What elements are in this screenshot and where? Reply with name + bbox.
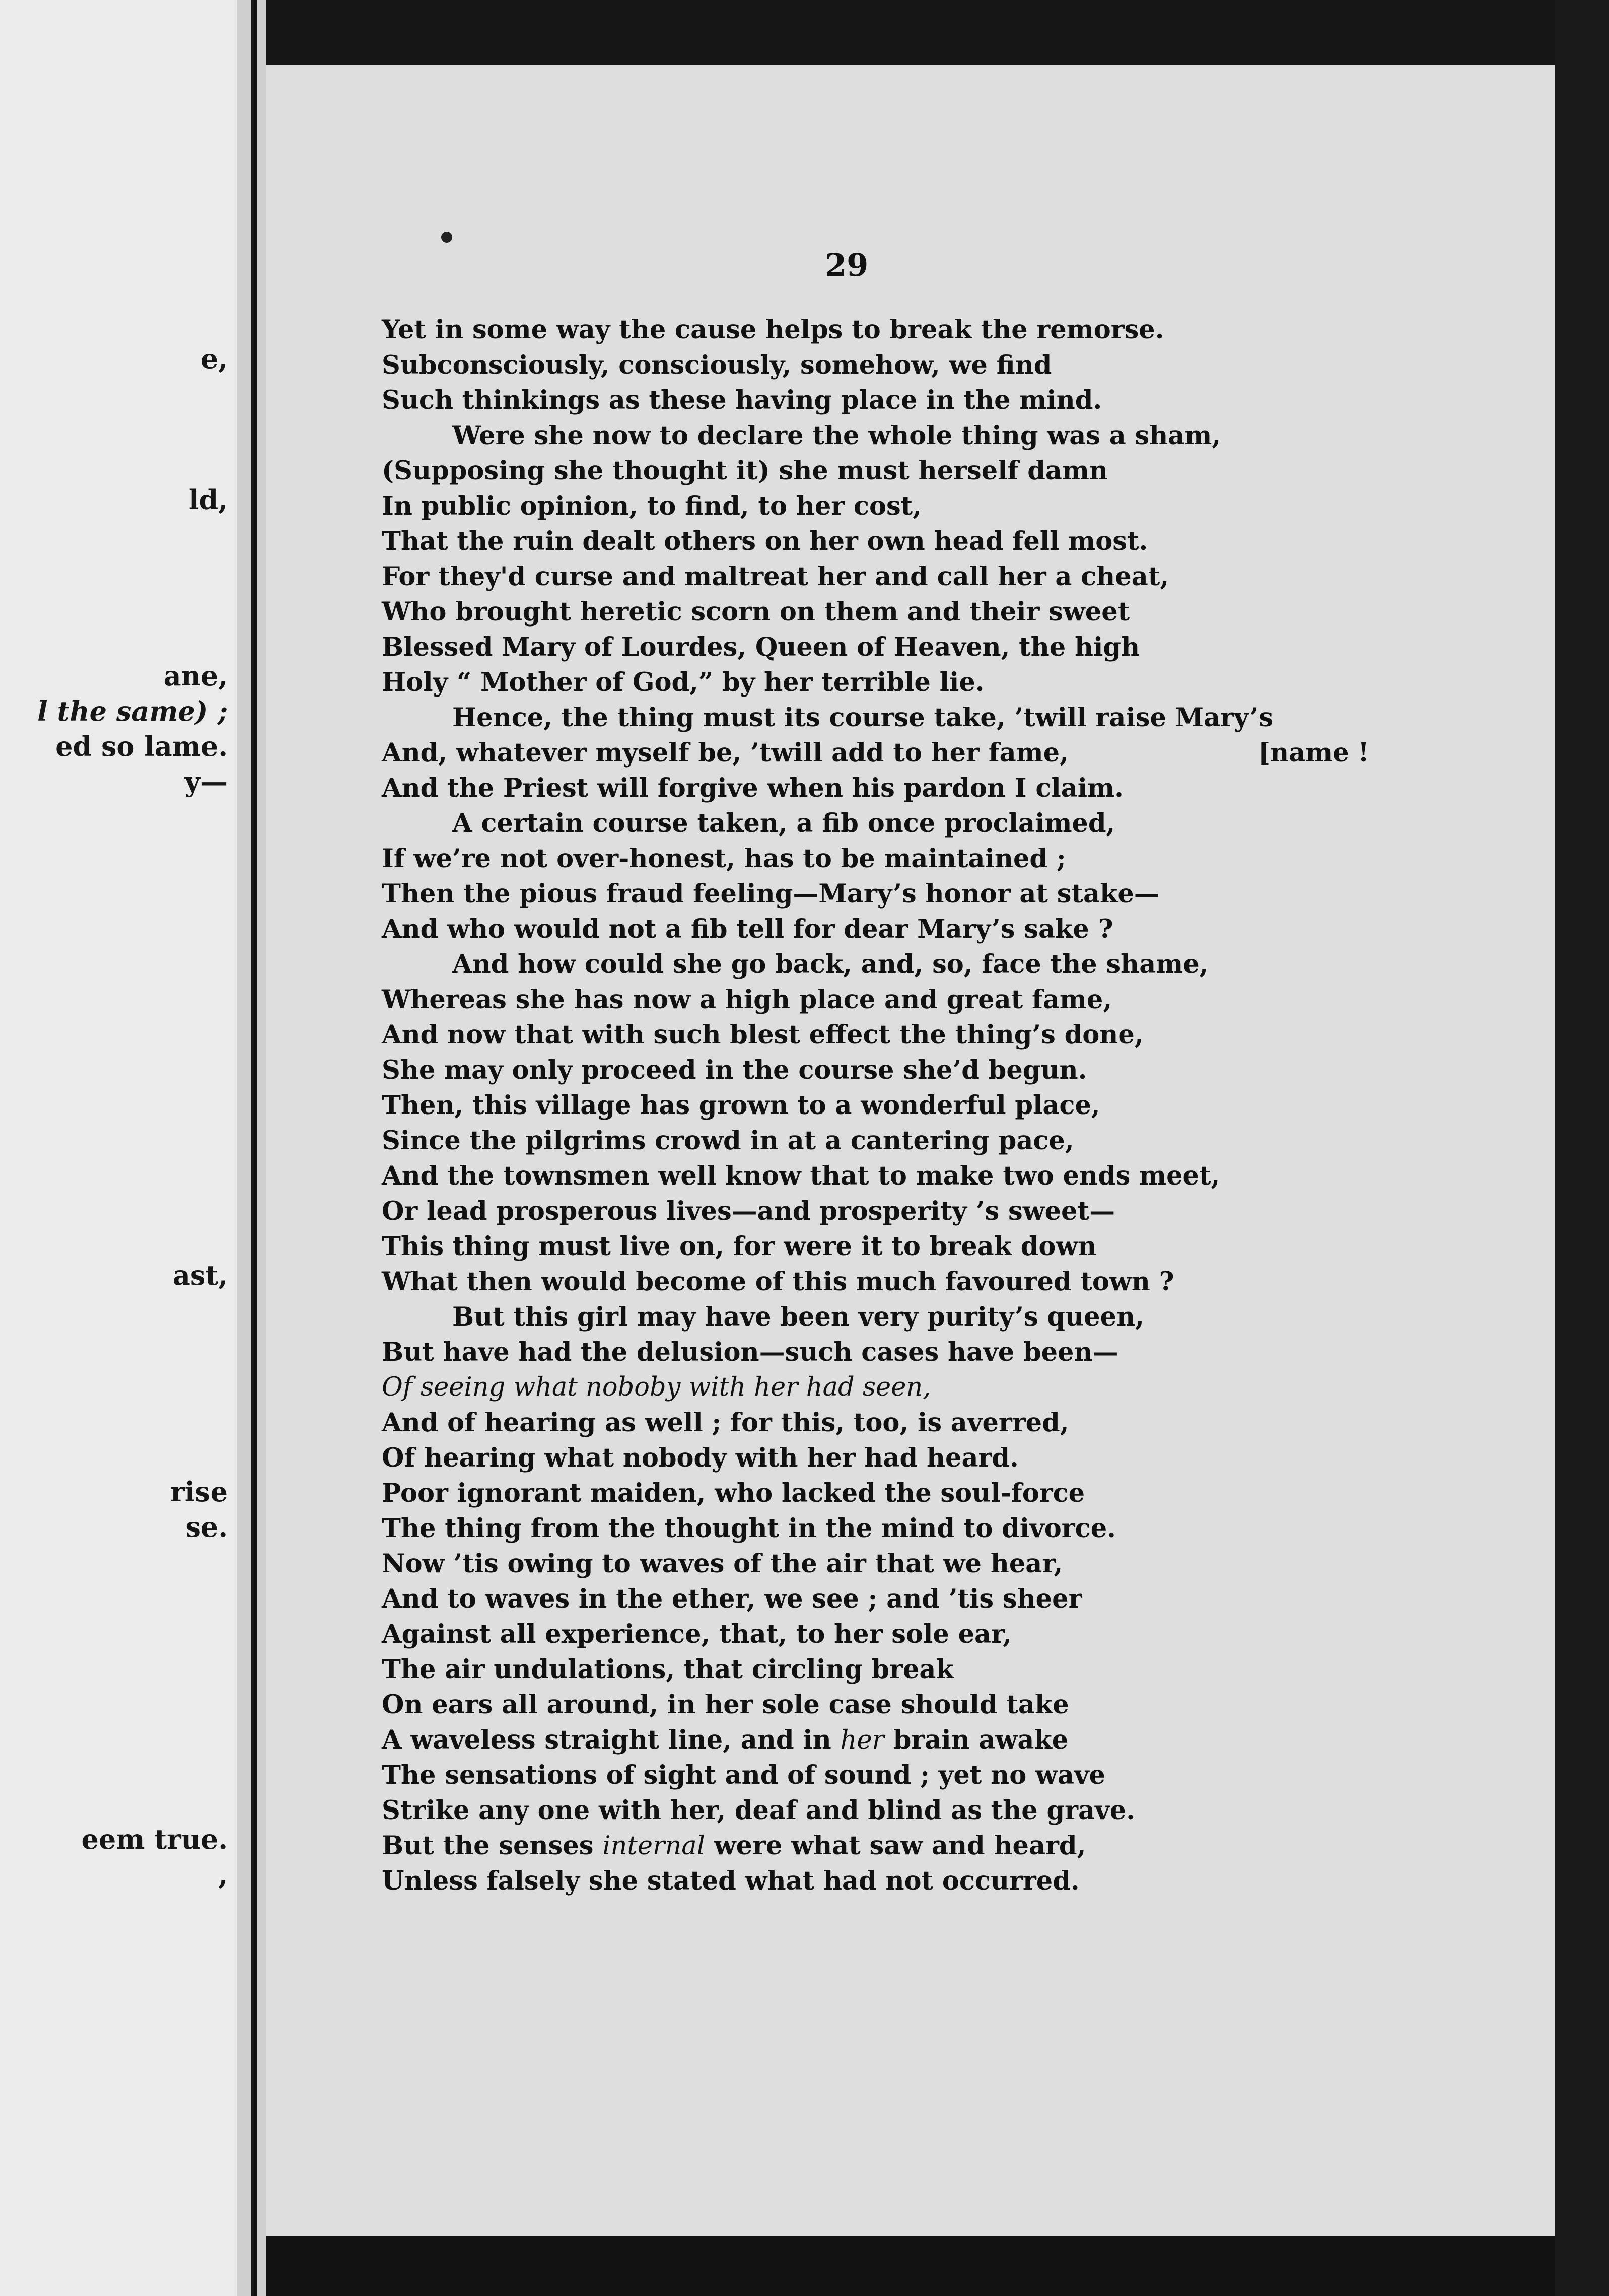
poem-line-text: Were she now to declare the whole thing was a sham, bbox=[452, 421, 1221, 451]
poem-line bbox=[382, 1440, 1555, 1476]
poem-line bbox=[382, 453, 1555, 489]
poem-body bbox=[382, 312, 1555, 1899]
poem-line-text: Of seeing what noboby with her had seen, bbox=[382, 1372, 931, 1402]
poem-line-text: If we’re not over-honest, has to be maintained ; bbox=[382, 844, 1066, 874]
poem-line-text: What then would become of this much favoured town ? bbox=[382, 1267, 1174, 1297]
poem-line-text: The sensations of sight and of sound ; yet no wave bbox=[382, 1760, 1105, 1790]
left-page-text-fragment: eem true. bbox=[81, 1823, 228, 1855]
main-page bbox=[266, 65, 1555, 2236]
left-page-text-fragment: y— bbox=[184, 766, 228, 798]
poem-line bbox=[382, 1194, 1555, 1229]
poem-line bbox=[382, 1229, 1555, 1264]
poem-line-carryover: [name ! bbox=[1258, 738, 1369, 768]
poem-line-text: Then the pious fraud feeling—Mary’s honor at stake— bbox=[382, 879, 1160, 909]
poem-line bbox=[382, 1123, 1555, 1158]
ink-speck bbox=[441, 232, 452, 243]
poem-line-text: Against all experience, that, to her sole ear, bbox=[382, 1619, 1012, 1649]
left-page-text-fragment: se. bbox=[185, 1511, 228, 1543]
left-page-text-fragment: e, bbox=[200, 342, 228, 375]
poem-line bbox=[382, 594, 1555, 630]
poem-line bbox=[382, 383, 1555, 418]
left-page-text-fragment: rise bbox=[170, 1476, 228, 1508]
poem-line bbox=[382, 735, 1555, 771]
poem-line-text: And who would not a fib tell for dear Mary’s sake ? bbox=[382, 914, 1113, 944]
poem-line-text: But have had the delusion—such cases have been— bbox=[382, 1337, 1118, 1367]
poem-line bbox=[382, 1828, 1555, 1863]
poem-line bbox=[382, 1299, 1555, 1335]
poem-line-text: A certain course taken, a fib once proclaimed, bbox=[452, 808, 1115, 839]
poem-line-text: Such thinkings as these having place in the mind. bbox=[382, 385, 1102, 415]
poem-line bbox=[382, 1863, 1555, 1899]
poem-line bbox=[382, 947, 1555, 982]
poem-line bbox=[382, 841, 1555, 876]
poem-line-text: Whereas she has now a high place and great fame, bbox=[382, 985, 1112, 1015]
poem-line-text: Then, this village has grown to a wonderful place, bbox=[382, 1090, 1100, 1121]
left-page-text-fragment: ld, bbox=[188, 483, 228, 516]
poem-line bbox=[382, 665, 1555, 700]
scan-top-border bbox=[266, 0, 1555, 65]
poem-line bbox=[382, 418, 1555, 453]
poem-line-text: Unless falsely she stated what had not occurred. bbox=[382, 1866, 1080, 1896]
poem-line bbox=[382, 912, 1555, 947]
poem-line-text: Blessed Mary of Lourdes, Queen of Heaven, the high bbox=[382, 632, 1140, 662]
poem-line bbox=[382, 1511, 1555, 1546]
poem-line-text: For they'd curse and maltreat her and call her a cheat, bbox=[382, 562, 1169, 592]
poem-line bbox=[382, 1687, 1555, 1722]
poem-line bbox=[382, 1722, 1555, 1758]
poem-line bbox=[382, 630, 1555, 665]
poem-line-rest: were what saw and heard, bbox=[705, 1831, 1086, 1861]
poem-line bbox=[382, 1546, 1555, 1581]
poem-line-text: (Supposing she thought it) she must herself damn bbox=[382, 456, 1108, 486]
poem-line bbox=[382, 1158, 1555, 1194]
left-page-text-fragment: ast, bbox=[172, 1259, 228, 1291]
scan-right-border bbox=[1555, 0, 1609, 2296]
poem-line bbox=[382, 1405, 1555, 1440]
poem-line-text: The air undulations, that circling break bbox=[382, 1654, 954, 1685]
poem-line bbox=[382, 1758, 1555, 1793]
poem-line bbox=[382, 524, 1555, 559]
poem-line bbox=[382, 1793, 1555, 1828]
left-page-text-fragment: , bbox=[218, 1858, 228, 1891]
poem-line bbox=[382, 559, 1555, 594]
poem-line-text: On ears all around, in her sole case should take bbox=[382, 1690, 1069, 1720]
poem-line-emphasis: her bbox=[840, 1725, 884, 1755]
poem-line-text: Subconsciously, consciously, somehow, we find bbox=[382, 350, 1052, 380]
poem-line bbox=[382, 1335, 1555, 1370]
poem-line-text: In public opinion, to find, to her cost, bbox=[382, 491, 922, 521]
poem-line-text: And of hearing as well ; for this, too, is averred, bbox=[382, 1408, 1069, 1438]
poem-line-text: Yet in some way the cause helps to break the remorse. bbox=[382, 315, 1164, 345]
poem-line-text: That the ruin dealt others on her own head fell most. bbox=[382, 526, 1148, 556]
poem-line-text: And the Priest will forgive when his pardon I claim. bbox=[382, 773, 1124, 803]
poem-line bbox=[382, 347, 1555, 383]
poem-line-text: She may only proceed in the course she’d begun. bbox=[382, 1055, 1087, 1085]
poem-line bbox=[382, 1053, 1555, 1088]
poem-line-text: But this girl may have been very purity’s queen, bbox=[452, 1302, 1144, 1332]
left-page-fragment bbox=[0, 0, 237, 2296]
poem-line-emphasis: internal bbox=[602, 1831, 705, 1861]
poem-line bbox=[382, 806, 1555, 841]
left-page-text-fragment: ed so lame. bbox=[55, 730, 228, 762]
poem-line-text: Or lead prosperous lives—and prosperity ’s sweet— bbox=[382, 1196, 1115, 1226]
poem-line bbox=[382, 312, 1555, 347]
poem-line-text: The thing from the thought in the mind to divorce. bbox=[382, 1513, 1116, 1544]
poem-line bbox=[382, 1264, 1555, 1299]
poem-line-text: This thing must live on, for were it to break down bbox=[382, 1231, 1097, 1262]
left-page-text-fragment: ane, bbox=[163, 660, 228, 692]
poem-line bbox=[382, 1017, 1555, 1053]
poem-line-text: A waveless straight line, and in bbox=[382, 1725, 831, 1755]
poem-line bbox=[382, 1476, 1555, 1511]
binding-line bbox=[251, 0, 257, 2296]
poem-line-text: And the townsmen well know that to make two ends meet, bbox=[382, 1161, 1220, 1191]
poem-line-text: Since the pilgrims crowd in at a cantering pace, bbox=[382, 1126, 1074, 1156]
poem-line bbox=[382, 771, 1555, 806]
poem-line-text: Hence, the thing must its course take, ’twill raise Mary’s bbox=[452, 703, 1274, 733]
poem-line bbox=[382, 1581, 1555, 1617]
poem-line bbox=[382, 1652, 1555, 1687]
poem-line-text: Holy “ Mother of God,” by her terrible lie. bbox=[382, 667, 985, 698]
poem-line bbox=[382, 700, 1555, 735]
poem-line-text: And now that with such blest effect the thing’s done, bbox=[382, 1020, 1144, 1050]
poem-line bbox=[382, 1370, 1555, 1405]
poem-line-text: And, whatever myself be, ’twill add to her fame, bbox=[382, 738, 1069, 768]
scan-bottom-border bbox=[266, 2236, 1555, 2296]
poem-line-text: Of hearing what nobody with her had heard. bbox=[382, 1443, 1019, 1473]
left-page-text-fragment: l the same) ; bbox=[37, 695, 228, 727]
poem-line-text: But the senses bbox=[382, 1831, 594, 1861]
poem-line bbox=[382, 876, 1555, 912]
poem-line-text: Now ’tis owing to waves of the air that we hear, bbox=[382, 1549, 1063, 1579]
poem-line bbox=[382, 489, 1555, 524]
poem-line-text: Poor ignorant maiden, who lacked the soul-force bbox=[382, 1478, 1085, 1508]
poem-line-text: And how could she go back, and, so, face the shame, bbox=[452, 949, 1209, 980]
poem-line-text: Strike any one with her, deaf and blind as the grave. bbox=[382, 1795, 1135, 1826]
poem-line bbox=[382, 1088, 1555, 1123]
poem-line bbox=[382, 1617, 1555, 1652]
poem-line-rest: brain awake bbox=[884, 1725, 1069, 1755]
poem-line-text: And to waves in the ether, we see ; and ’tis sheer bbox=[382, 1584, 1082, 1614]
poem-line-text: Who brought heretic scorn on them and their sweet bbox=[382, 597, 1130, 627]
page-number: 29 bbox=[825, 247, 869, 284]
poem-line bbox=[382, 982, 1555, 1017]
